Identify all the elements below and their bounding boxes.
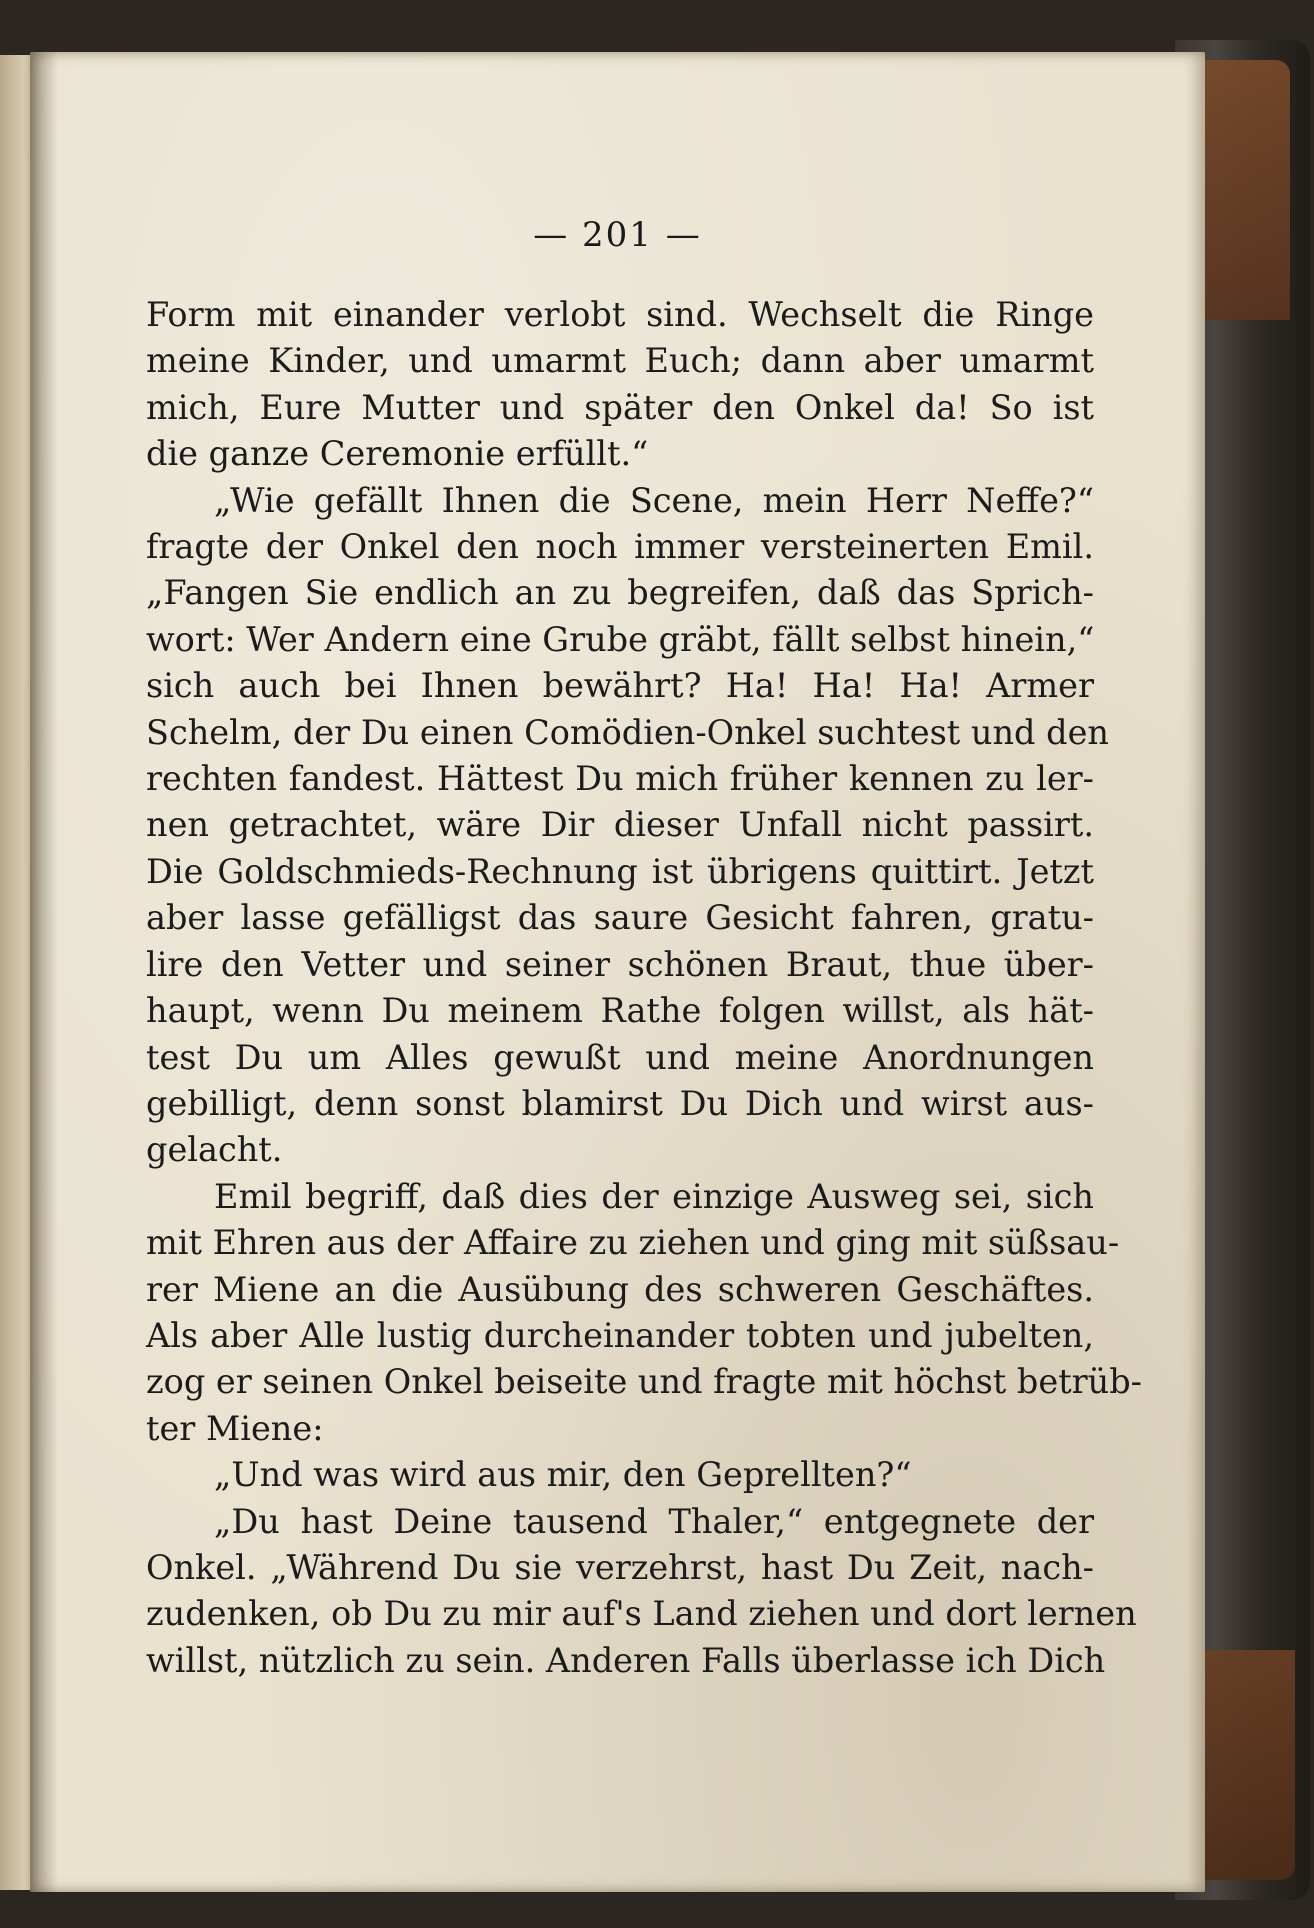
cover-leather-corner-top: [1200, 60, 1290, 320]
text-line: wort: Wer Andern eine Grube gräbt, fällt selbst hinein,“: [146, 619, 1095, 659]
text-line: mit Ehren aus der Affaire zu ziehen und ging mit süßsau-: [146, 1223, 1120, 1263]
text-line: Die Goldschmieds-Rechnung ist übrigens quittirt. Jetzt: [146, 851, 1094, 891]
text-line: mich, Eure Mutter und später den Onkel da! So ist: [146, 387, 1094, 427]
text-line: haupt, wenn Du meinem Rathe folgen willst, als hät-: [146, 991, 1094, 1031]
text-line: gebilligt, denn sonst blamirst Du Dich und wirst aus-: [146, 1083, 1094, 1123]
text-line: „Und was wird aus mir, den Geprellten?“: [214, 1455, 912, 1495]
text-line: test Du um Alles gewußt und meine Anordnungen: [146, 1037, 1094, 1077]
text-line: „Du hast Deine tausend Thaler,“ entgegnete der: [214, 1501, 1094, 1541]
text-line: Schelm, der Du einen Comödien-Onkel suchtest und den: [146, 712, 1109, 752]
text-line: die ganze Ceremonie erfüllt.“: [146, 434, 649, 474]
text-line: Als aber Alle lustig durcheinander tobten und jubelten,: [146, 1315, 1094, 1355]
text-line: willst, nützlich zu sein. Anderen Falls überlasse ich Dich: [146, 1640, 1106, 1680]
gutter-shadow: [30, 52, 58, 1892]
text-line: ter Miene:: [146, 1408, 324, 1448]
text-line: fragte der Onkel den noch immer versteinerten Emil.: [146, 527, 1094, 567]
text-line: zog er seinen Onkel beiseite und fragte mit höchst betrüb-: [146, 1362, 1143, 1402]
text-line: Onkel. „Während Du sie verzehrst, hast Du Zeit, nach-: [146, 1547, 1094, 1587]
page-text: [146, 292, 1143, 1684]
text-line: aber lasse gefälligst das saure Gesicht fahren, gratu-: [146, 898, 1094, 938]
text-line: meine Kinder, und umarmt Euch; dann aber umarmt: [146, 341, 1094, 381]
text-line: rer Miene an die Ausübung des schweren Geschäftes.: [146, 1269, 1094, 1309]
text-line: „Wie gefällt Ihnen die Scene, mein Herr Neffe?“: [214, 480, 1094, 520]
text-line: zudenken, ob Du zu mir auf's Land ziehen und dort lernen: [146, 1594, 1137, 1634]
page-number: — 201 —: [533, 215, 702, 255]
text-line: nen getrachtet, wäre Dir dieser Unfall nicht passirt.: [146, 805, 1094, 845]
text-line: Form mit einander verlobt sind. Wechselt die Ringe: [146, 295, 1094, 334]
text-line: lire den Vetter und seiner schönen Braut, thue über-: [146, 944, 1094, 984]
text-line: „Fangen Sie endlich an zu begreifen, daß das Sprich-: [146, 573, 1094, 613]
text-line: gelacht.: [146, 1130, 283, 1170]
text-line: sich auch bei Ihnen bewährt? Ha! Ha! Ha! Armer: [146, 666, 1094, 706]
text-line: rechten fandest. Hättest Du mich früher kennen zu ler-: [146, 759, 1094, 799]
text-line: Emil begriff, daß dies der einzige Ausweg sei, sich: [214, 1176, 1094, 1216]
cover-leather-corner-bottom: [1200, 1650, 1295, 1880]
